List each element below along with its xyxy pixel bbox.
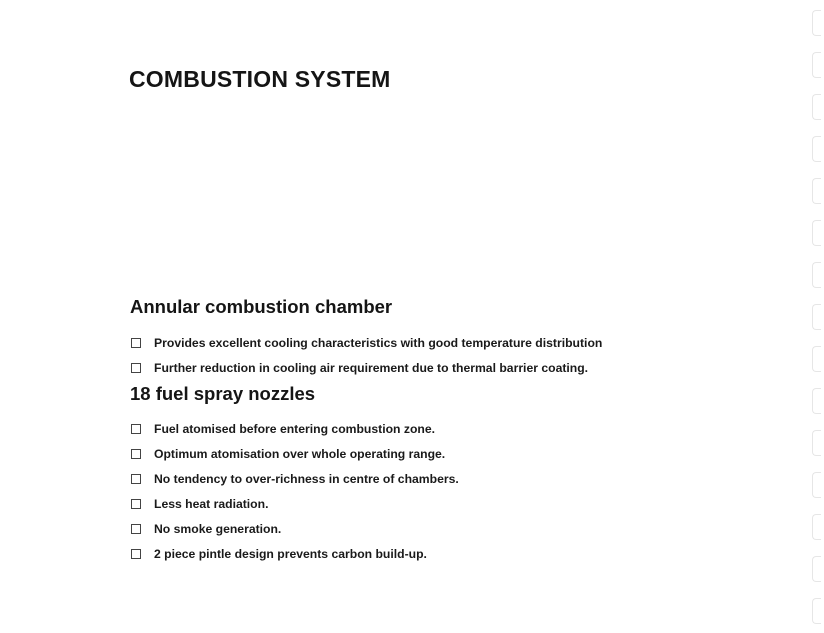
- section-fuel-spray-nozzles: [130, 383, 459, 566]
- binder-tab-mark: [812, 430, 821, 456]
- binder-tab-mark: [812, 52, 821, 78]
- list-item: [130, 441, 459, 466]
- list-item: [130, 355, 602, 380]
- checkbox-icon: [131, 474, 141, 484]
- binder-tab-mark: [812, 136, 821, 162]
- list-item-text: No smoke generation.: [154, 521, 282, 536]
- list-item: [130, 466, 459, 491]
- feature-list: [130, 416, 459, 566]
- list-item-text: Optimum atomisation over whole operating range.: [154, 446, 446, 461]
- binder-tab-mark: [812, 346, 821, 372]
- list-item: [130, 416, 459, 441]
- checkbox-icon: [131, 449, 141, 459]
- binder-tab-mark: [812, 262, 821, 288]
- list-item-text: Fuel atomised before entering combustion zone.: [154, 421, 436, 436]
- page-title: COMBUSTION SYSTEM: [129, 66, 391, 92]
- binder-tab-mark: [812, 10, 821, 36]
- feature-list: [130, 330, 602, 380]
- binder-tab-mark: [812, 94, 821, 120]
- binder-tab-mark: [812, 178, 821, 204]
- list-item: [130, 491, 459, 516]
- checkbox-icon: [131, 363, 141, 373]
- checkbox-icon: [131, 524, 141, 534]
- binder-tab-mark: [812, 304, 821, 330]
- binder-tab-mark: [812, 556, 821, 582]
- binder-tab-mark: [812, 220, 821, 246]
- list-item-text: Further reduction in cooling air requirement due to thermal barrier coating.: [154, 360, 589, 375]
- list-item: [130, 516, 459, 541]
- binder-tab-strip: [810, 0, 824, 633]
- checkbox-icon: [131, 424, 141, 434]
- checkbox-icon: [131, 338, 141, 348]
- section-annular-combustion-chamber: [130, 296, 602, 380]
- checkbox-icon: [131, 549, 141, 559]
- list-item: [130, 330, 602, 355]
- binder-tab-mark: [812, 388, 821, 414]
- section-heading: 18 fuel spray nozzles: [130, 383, 316, 404]
- section-heading: Annular combustion chamber: [130, 296, 393, 317]
- list-item-text: 2 piece pintle design prevents carbon build-up.: [154, 546, 427, 561]
- list-item-text: No tendency to over-richness in centre of chambers.: [154, 471, 459, 486]
- list-item-text: Less heat radiation.: [154, 496, 269, 511]
- checkbox-icon: [131, 499, 141, 509]
- binder-tab-mark: [812, 598, 821, 624]
- binder-tab-mark: [812, 514, 821, 540]
- list-item-text: Provides excellent cooling characteristics with good temperature distribution: [154, 335, 603, 350]
- list-item: [130, 541, 459, 566]
- binder-tab-mark: [812, 472, 821, 498]
